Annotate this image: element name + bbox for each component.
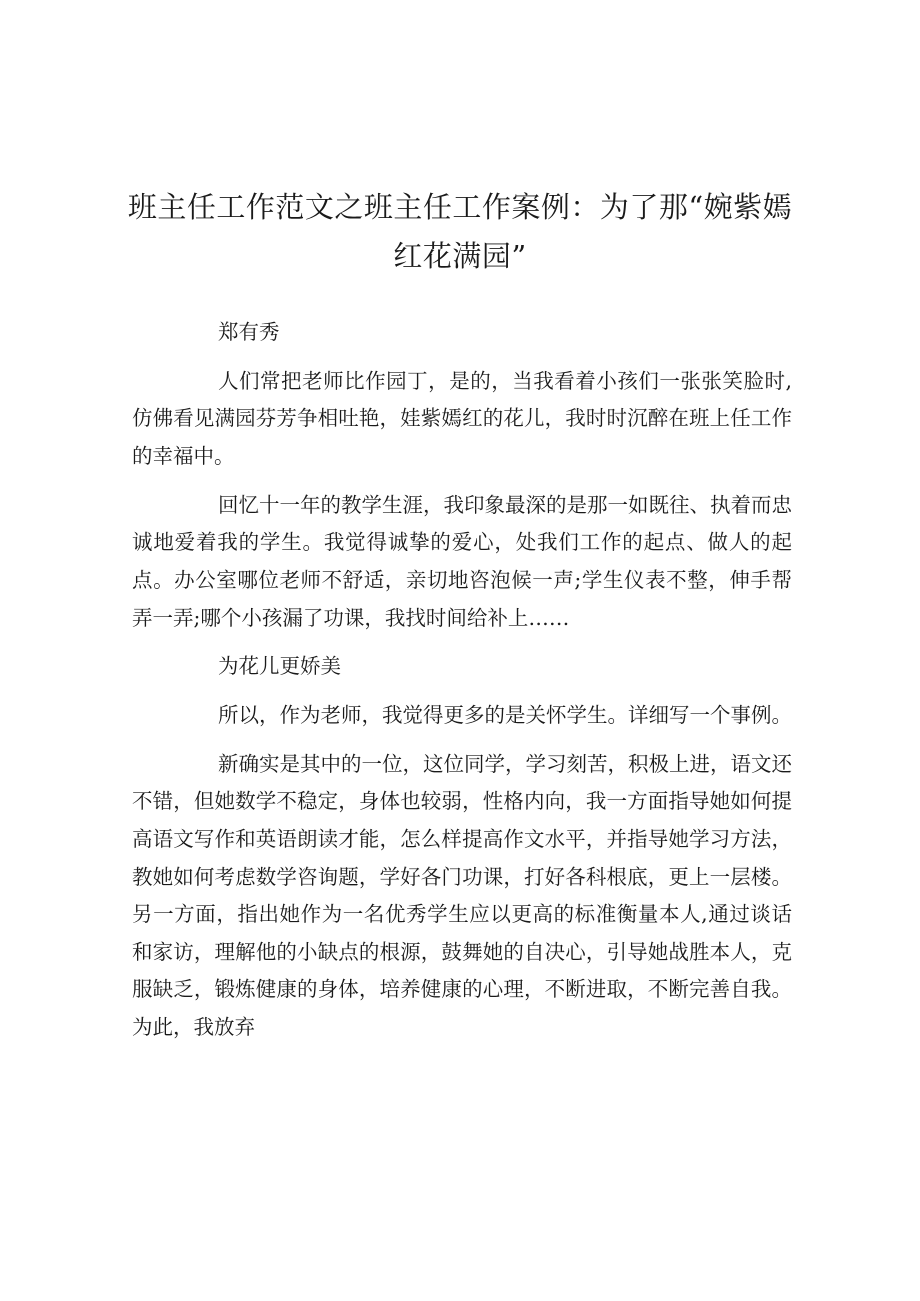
paragraph-3: 所以，作为老师，我觉得更多的是关怀学生。详细写一个事例。: [218, 703, 792, 728]
paragraph-4: 新确实是其中的一位，这位同学，学习刻苦，积极上进，语文还不错，但她数学不稳定，身体也较弱，性格内向，我一方面指导她如何提高语文写作和英语朗读才能，怎么样提高作文水平，并指导她学习方法，教她如何考虑数学咨询题，学好各门功课，打好各科根底，更上一层楼。另一方面，指出她作为一名优秀学生应以更高的标准衡量本人,通过谈话和家访，理解他的小缺点的根源，鼓舞她的自决心，引导她战胜本人，克服缺乏，锻炼健康的身体，培养健康的心理，不断进取，不断完善自我。为此，我放弃: [132, 751, 792, 1040]
paragraph-2: 回忆十一年的教学生涯，我印象最深的是那一如既往、执着而忠诚地爱着我的学生。我觉得诚挚的爱心，处我们工作的起点、做人的起点。办公室哪位老师不舒适，亲切地咨泡候一声;学生仪表不整，伸手帮弄一弄;哪个小孩漏了功课，我找时间给补上……: [132, 492, 792, 630]
paragraph-1: 人们常把老师比作园丁，是的，当我看着小孩们一张张笑脸时,仿佛看见满园芬芳争相吐艳，娃紫嫣红的花儿，我时时沉醉在班上任工作的幸福中。: [132, 368, 792, 468]
document-body: [132, 314, 792, 1058]
author-line: 郑有秀: [218, 320, 280, 344]
section-heading: 为花儿更娇美: [218, 654, 341, 679]
document-title: 班主任工作范文之班主任工作案例：为了那“婉紫嫣红花满园”: [127, 190, 793, 273]
